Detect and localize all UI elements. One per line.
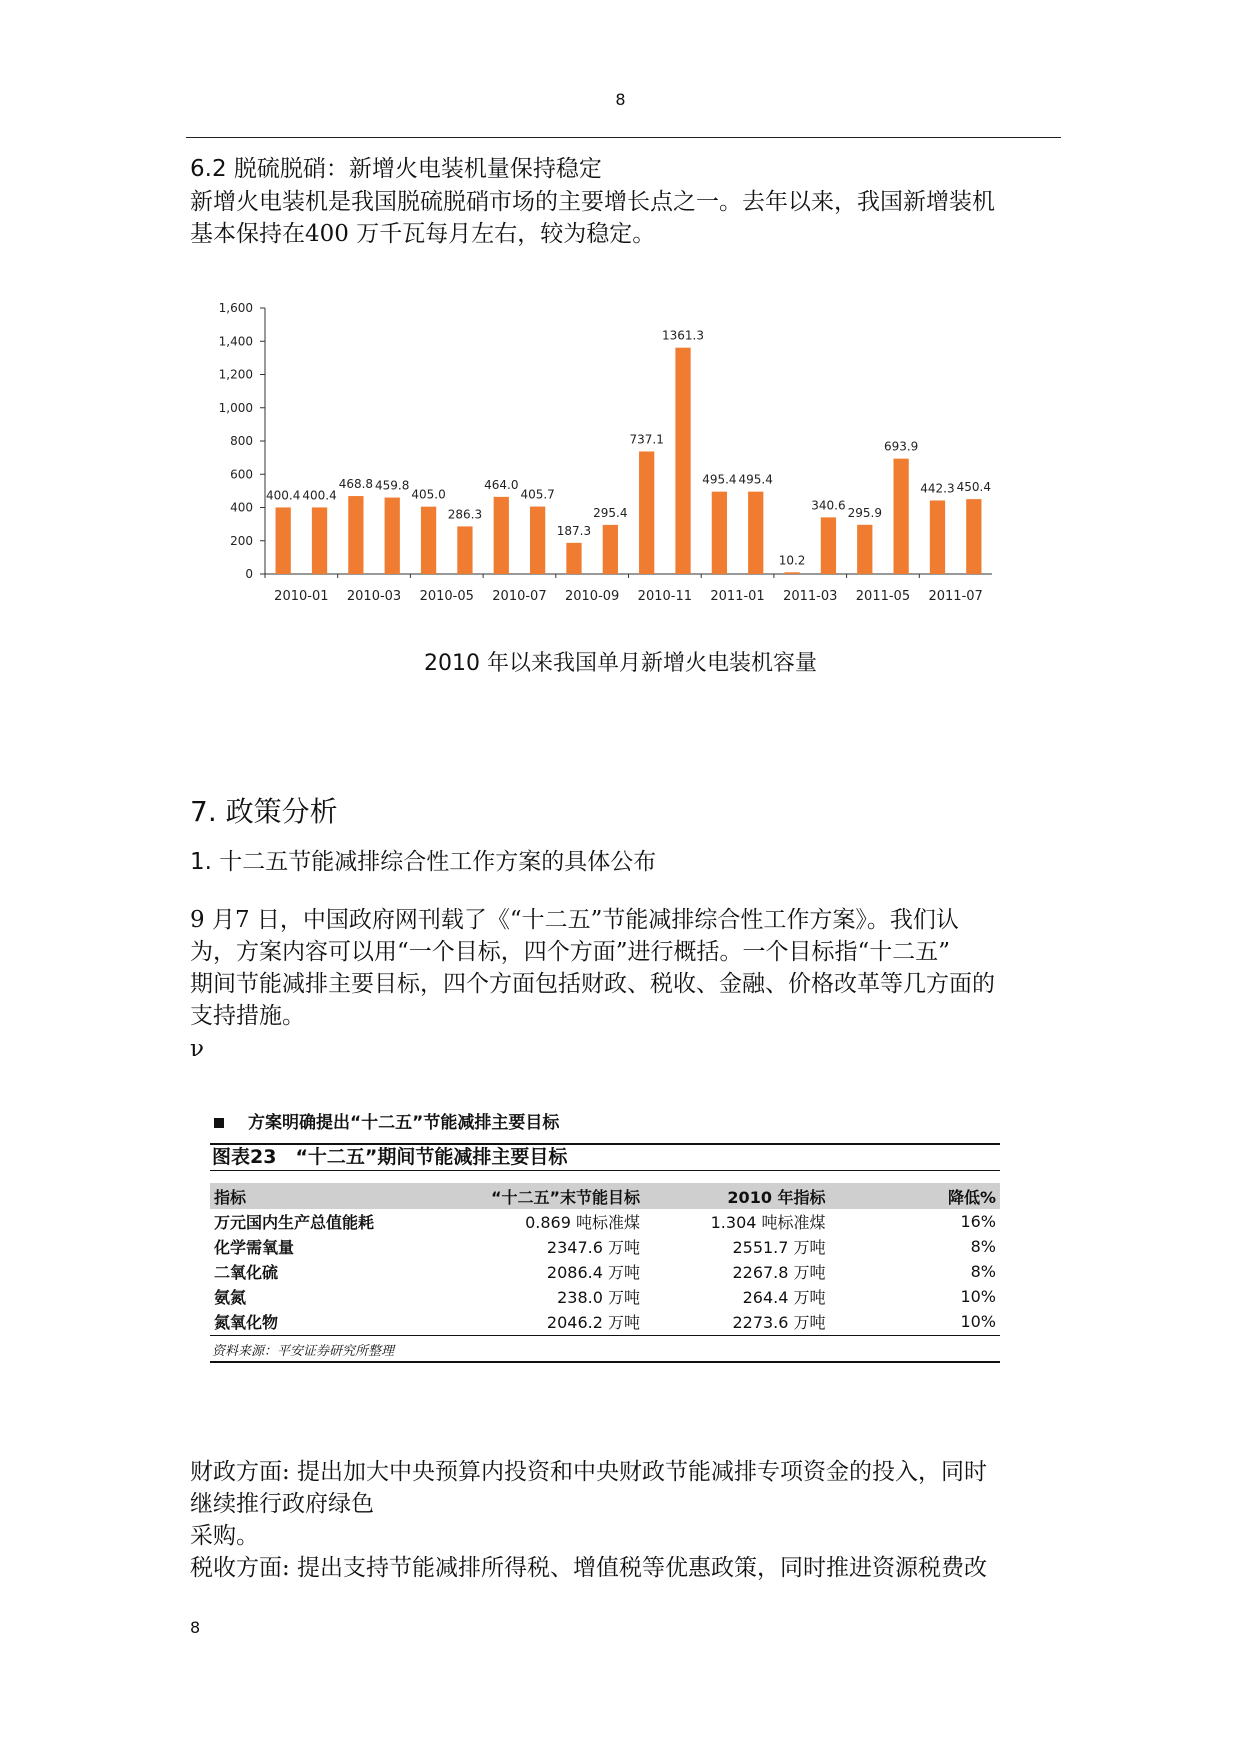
square-bullet-icon bbox=[214, 1118, 224, 1128]
table-row bbox=[210, 1234, 1000, 1259]
bar bbox=[494, 497, 509, 574]
bar bbox=[857, 525, 872, 574]
section-7-line-4: 支持措施。 bbox=[190, 1003, 305, 1029]
table-cell: 2046.2 万吨 bbox=[546, 1313, 640, 1332]
y-tick-label: 1,400 bbox=[218, 334, 253, 349]
closing-line-3: 采购。 bbox=[190, 1523, 259, 1549]
bar bbox=[784, 572, 799, 574]
bar-value-label: 405.0 bbox=[411, 487, 446, 502]
bar bbox=[821, 517, 836, 574]
x-tick-label: 2011-01 bbox=[710, 589, 765, 604]
table-cell: 8% bbox=[970, 1262, 996, 1281]
table-cell: 238.0 万吨 bbox=[557, 1288, 640, 1307]
table-header-row bbox=[210, 1183, 1000, 1209]
table-row bbox=[210, 1259, 1000, 1284]
bar-value-label: 400.4 bbox=[302, 488, 337, 503]
table-cell: 16% bbox=[960, 1212, 996, 1231]
col-header-2010: 2010 年指标 bbox=[727, 1187, 826, 1207]
table-cell: 氮氧化物 bbox=[214, 1313, 279, 1332]
y-tick-label: 1,600 bbox=[218, 301, 253, 315]
closing-line-2: 继续推行政府绿色 bbox=[190, 1491, 374, 1517]
bar bbox=[530, 507, 545, 574]
bar-value-label: 295.4 bbox=[593, 505, 628, 520]
bar-value-label: 400.4 bbox=[265, 488, 301, 503]
table-title: 图表23 “十二五”期间节能减排主要目标 bbox=[212, 1146, 568, 1168]
y-tick-label: 200 bbox=[230, 533, 253, 548]
bar-value-label: 405.7 bbox=[520, 487, 555, 502]
bar bbox=[712, 492, 727, 574]
y-tick-label: 1,000 bbox=[218, 400, 253, 415]
section-6-2-line-1: 新增火电装机是我国脱硫脱硝市场的主要增长点之一。去年以来，我国新增装机 bbox=[190, 189, 995, 215]
bar bbox=[276, 507, 291, 574]
table-cell: 二氧化硫 bbox=[214, 1263, 279, 1282]
y-tick-label: 0 bbox=[245, 567, 253, 581]
table-cell: 2347.6 万吨 bbox=[546, 1238, 640, 1257]
table-cell: 氨氮 bbox=[214, 1288, 247, 1307]
y-tick-label: 600 bbox=[230, 467, 253, 482]
bar bbox=[421, 507, 436, 574]
section-7-subtitle: 1. 十二五节能减排综合性工作方案的具体公布 bbox=[190, 849, 657, 875]
x-tick-label: 2010-05 bbox=[419, 589, 474, 604]
x-tick-label: 2010-07 bbox=[492, 589, 547, 604]
table-cell: 2267.8 万吨 bbox=[732, 1263, 826, 1282]
header-page-number: 8 bbox=[615, 90, 626, 109]
table-cell: 8% bbox=[970, 1237, 996, 1256]
chart-caption: 2010 年以来我国单月新增火电装机容量 bbox=[424, 651, 817, 676]
bar-value-label: 286.3 bbox=[447, 507, 483, 522]
closing-line-4: 税收方面: 提出支持节能减排所得税、增值税等优惠政策，同时推进资源税费改 bbox=[190, 1555, 988, 1581]
table-cell: 10% bbox=[960, 1287, 996, 1306]
bar bbox=[639, 451, 654, 574]
targets-table bbox=[210, 1183, 1000, 1334]
bar-value-label: 442.3 bbox=[920, 481, 955, 496]
section-7-line-3: 期间节能减排主要目标，四个方面包括财政、税收、金融、价格改革等几方面的 bbox=[190, 971, 995, 997]
table-row bbox=[210, 1209, 1000, 1234]
bar-value-label: 737.1 bbox=[629, 432, 664, 447]
bar-value-label: 10.2 bbox=[778, 553, 806, 568]
bar-value-label: 693.9 bbox=[883, 439, 919, 454]
header-rule bbox=[186, 137, 1061, 138]
table-cell: 10% bbox=[960, 1312, 996, 1331]
table-rule-top bbox=[210, 1143, 1000, 1145]
closing-line-1: 财政方面: 提出加大中央预算内投资和中央财政节能减排专项资金的投入，同时 bbox=[190, 1459, 988, 1485]
table-cell: 1.304 吨标准煤 bbox=[710, 1213, 826, 1232]
bar-value-label: 459.8 bbox=[375, 478, 410, 493]
bar bbox=[348, 496, 363, 574]
table-note bbox=[214, 1108, 559, 1133]
bar-value-label: 495.4 bbox=[702, 472, 737, 487]
bar-value-label: 468.8 bbox=[338, 477, 374, 492]
table-rule-mid bbox=[210, 1170, 1000, 1171]
x-tick-label: 2010-01 bbox=[274, 589, 329, 604]
y-tick-label: 800 bbox=[230, 434, 253, 448]
table-rule-end bbox=[210, 1361, 1000, 1363]
bar bbox=[893, 459, 908, 574]
y-tick-label: 1,200 bbox=[218, 367, 253, 382]
x-tick-label: 2010-03 bbox=[346, 589, 402, 604]
bar bbox=[457, 526, 472, 574]
bar bbox=[312, 507, 327, 574]
section-7-line-2: 为，方案内容可以用“一个目标，四个方面”进行概括。一个目标指“十二五” bbox=[190, 939, 951, 965]
bar-value-label: 295.9 bbox=[847, 505, 882, 520]
section-6-2-line-2: 基本保持在400 万千瓦每月左右，较为稳定。 bbox=[190, 221, 656, 247]
x-tick-label: 2011-05 bbox=[855, 589, 911, 604]
bar-chart bbox=[210, 290, 1010, 620]
table-rule-bottom bbox=[210, 1335, 1000, 1336]
footer-page-number: 8 bbox=[190, 1618, 201, 1637]
col-header-indicator: 指标 bbox=[214, 1187, 247, 1207]
x-tick-label: 2010-09 bbox=[564, 589, 620, 604]
bar bbox=[566, 543, 581, 574]
y-tick-label: 400 bbox=[230, 500, 253, 515]
x-tick-label: 2010-11 bbox=[637, 589, 693, 604]
table-cell: 化学需氧量 bbox=[214, 1238, 295, 1257]
bar-value-label: 495.4 bbox=[738, 472, 773, 487]
x-tick-label: 2011-07 bbox=[928, 589, 983, 604]
bar-value-label: 187.3 bbox=[556, 523, 592, 538]
bar-value-label: 450.4 bbox=[956, 480, 992, 495]
col-header-reduction: 降低% bbox=[947, 1187, 996, 1207]
x-tick-label: 2011-03 bbox=[783, 589, 838, 604]
table-cell: 0.869 吨标准煤 bbox=[525, 1213, 640, 1232]
section-7-title: 7. 政策分析 bbox=[190, 795, 338, 828]
section-7-line-1: 9 月7 日，中国政府网刊载了《“十二五”节能减排综合性工作方案》。我们认 bbox=[190, 907, 959, 933]
bar-value-label: 1361.3 bbox=[662, 328, 705, 343]
table-row bbox=[210, 1309, 1000, 1334]
bar-value-label: 464.0 bbox=[484, 477, 519, 492]
bar bbox=[748, 492, 763, 574]
table-note-text: 方案明确提出“十二五”节能减排主要目标 bbox=[248, 1113, 560, 1133]
table-cell: 2273.6 万吨 bbox=[732, 1313, 826, 1332]
bar bbox=[966, 499, 981, 574]
table-row bbox=[210, 1284, 1000, 1309]
bar bbox=[930, 500, 945, 574]
col-header-target: “十二五”末节能目标 bbox=[490, 1187, 640, 1207]
table-cell: 264.4 万吨 bbox=[742, 1288, 826, 1307]
stray-character: ν bbox=[190, 1036, 204, 1062]
table-cell: 2086.4 万吨 bbox=[546, 1263, 640, 1282]
bar bbox=[385, 498, 400, 574]
bar-value-label: 340.6 bbox=[811, 498, 846, 513]
table-cell: 2551.7 万吨 bbox=[732, 1238, 826, 1257]
bar bbox=[603, 525, 618, 574]
table-source: 资料来源：平安证券研究所整理 bbox=[212, 1344, 395, 1359]
bar bbox=[675, 348, 690, 574]
section-6-2-title: 6.2 脱硫脱硝：新增火电装机量保持稳定 bbox=[190, 156, 602, 182]
table-cell: 万元国内生产总值能耗 bbox=[214, 1213, 375, 1232]
